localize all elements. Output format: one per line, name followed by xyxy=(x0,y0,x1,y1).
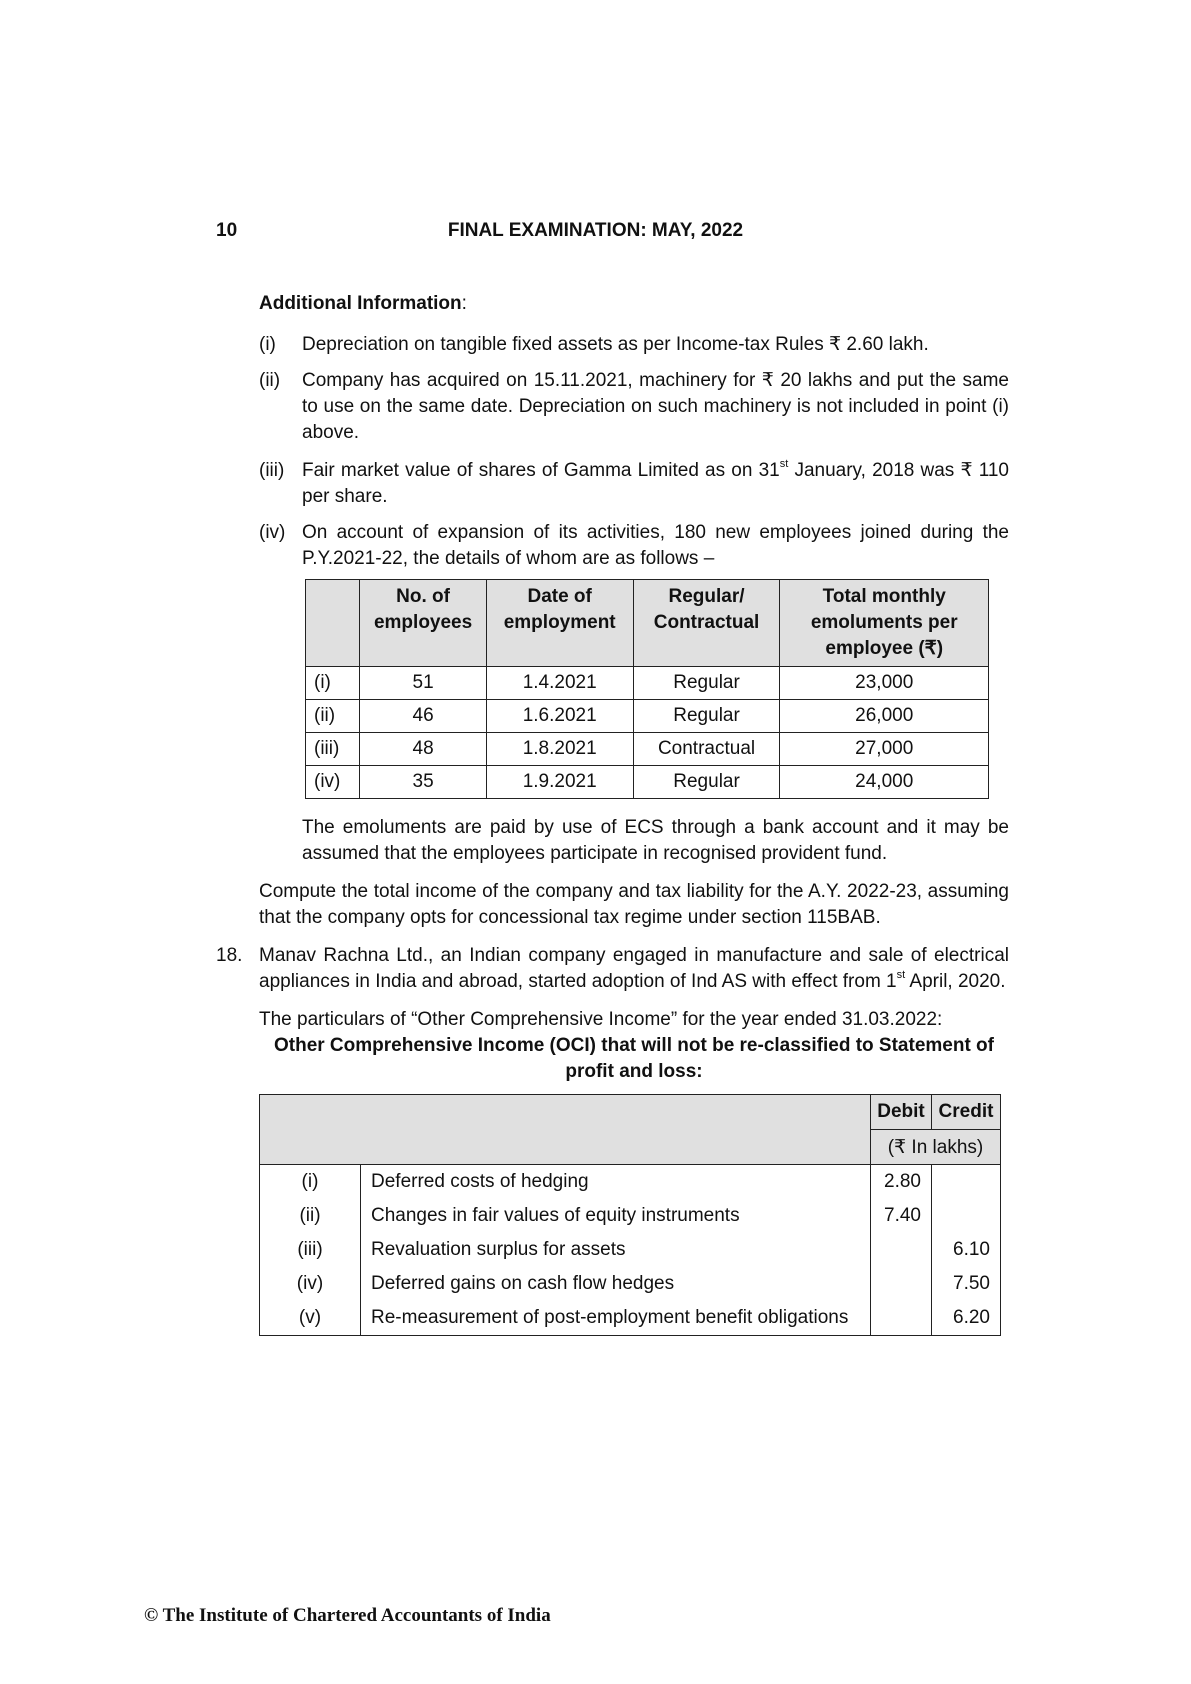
additional-info-label: Additional Information xyxy=(259,293,462,314)
row-description: Changes in fair values of equity instruments xyxy=(361,1199,871,1233)
row-description: Deferred gains on cash flow hedges xyxy=(361,1267,871,1301)
info-item-1 xyxy=(259,332,1009,358)
info-item-4 xyxy=(259,520,1009,572)
table-cell: 27,000 xyxy=(780,733,989,766)
item-marker: (ii) xyxy=(259,370,281,391)
item-text-part: January, 2018 was ₹ 110 per share. xyxy=(302,460,1009,507)
oci-table xyxy=(259,1094,1001,1336)
unit-label: (₹ In lakhs) xyxy=(871,1130,1001,1165)
table-cell: 1.8.2021 xyxy=(486,733,633,766)
debit-value xyxy=(871,1267,932,1301)
table-cell: 23,000 xyxy=(780,667,989,700)
table-cell: 48 xyxy=(360,733,486,766)
debit-header: Debit xyxy=(871,1095,932,1130)
header-cell: No. of employees xyxy=(360,580,486,667)
table-cell: (i) xyxy=(306,667,360,700)
info-item-3 xyxy=(259,458,1009,510)
table-cell: Regular xyxy=(633,700,780,733)
debit-value xyxy=(871,1233,932,1267)
table-row xyxy=(260,1267,1001,1301)
page-number: 10 xyxy=(216,220,238,241)
header-cell: Regular/ Contractual xyxy=(633,580,780,667)
table-row xyxy=(260,1165,1001,1200)
table-cell: (ii) xyxy=(306,700,360,733)
debit-value: 2.80 xyxy=(871,1165,932,1200)
row-description: Deferred costs of hedging xyxy=(361,1165,871,1200)
table-row xyxy=(260,1199,1001,1233)
particulars-text: The particulars of “Other Comprehensive Income” for the year ended 31.03.2022: xyxy=(259,1009,943,1030)
table-cell: 51 xyxy=(360,667,486,700)
row-index: (v) xyxy=(260,1301,361,1336)
table-cell: 1.4.2021 xyxy=(486,667,633,700)
table-cell: Contractual xyxy=(633,733,780,766)
table-row xyxy=(306,700,989,733)
credit-value: 6.10 xyxy=(932,1233,1001,1267)
item-text: Depreciation on tangible fixed assets as per Income-tax Rules ₹ 2.60 lakh. xyxy=(302,334,929,355)
table-row xyxy=(260,1301,1001,1336)
table-cell: Regular xyxy=(633,766,780,799)
table-row xyxy=(306,766,989,799)
row-index: (iv) xyxy=(260,1267,361,1301)
table-cell: 1.9.2021 xyxy=(486,766,633,799)
header-cell xyxy=(306,580,360,667)
table-row xyxy=(260,1233,1001,1267)
oci-header-blank xyxy=(260,1095,871,1165)
page-header-title: FINAL EXAMINATION: MAY, 2022 xyxy=(447,220,744,241)
header-cell: Total monthly emoluments per employee (₹) xyxy=(780,580,989,667)
credit-header: Credit xyxy=(932,1095,1001,1130)
question-text xyxy=(259,943,1009,995)
table-cell: 1.6.2021 xyxy=(486,700,633,733)
additional-info-heading xyxy=(259,293,467,315)
row-index: (i) xyxy=(260,1165,361,1200)
credit-value xyxy=(932,1165,1001,1200)
credit-value xyxy=(932,1199,1001,1233)
credit-value: 7.50 xyxy=(932,1267,1001,1301)
table-row xyxy=(306,667,989,700)
heading-colon: : xyxy=(461,293,467,314)
table-cell: 24,000 xyxy=(780,766,989,799)
row-description: Revaluation surplus for assets xyxy=(361,1233,871,1267)
table-header-row xyxy=(306,580,989,667)
info-item-2 xyxy=(259,368,1009,446)
header-cell: Date of employment xyxy=(486,580,633,667)
superscript: st xyxy=(779,457,789,470)
table-cell: 26,000 xyxy=(780,700,989,733)
table-row xyxy=(306,733,989,766)
row-index: (ii) xyxy=(260,1199,361,1233)
row-description: Re-measurement of post-employment benefit obligations xyxy=(361,1301,871,1336)
item-marker: (iii) xyxy=(259,460,285,481)
copyright-footer: © The Institute of Chartered Accountants of India xyxy=(144,1605,551,1626)
emoluments-note: The emoluments are paid by use of ECS through a bank account and it may be assumed that the employees participate in recognised provident fund. xyxy=(302,817,1009,864)
debit-value: 7.40 xyxy=(871,1199,932,1233)
question-text-part: Manav Rachna Ltd., an Indian company engaged in manufacture and sale of electrical appliances in India and abroad, started adoption of Ind AS with effect from 1 xyxy=(259,945,1009,992)
oci-table-title: Other Comprehensive Income (OCI) that will not be re-classified to Statement of profit and loss: xyxy=(273,1035,994,1082)
credit-value: 6.20 xyxy=(932,1301,1001,1336)
table-cell: (iii) xyxy=(306,733,360,766)
item-text-part: Fair market value of shares of Gamma Limited as on 31 xyxy=(302,460,780,481)
row-index: (iii) xyxy=(260,1233,361,1267)
question-text-part: April, 2020. xyxy=(905,971,1006,992)
employee-table xyxy=(305,579,989,799)
item-text xyxy=(302,458,1009,510)
table-cell: 35 xyxy=(360,766,486,799)
table-cell: 46 xyxy=(360,700,486,733)
item-text: On account of expansion of its activities, 180 new employees joined during the P.Y.2021-22, the details of whom are as follows – xyxy=(302,522,1009,569)
item-text: Company has acquired on 15.11.2021, machinery for ₹ 20 lakhs and put the same to use on the same date. Depreciation on such machinery is not included in point (i) above. xyxy=(302,370,1009,443)
table-cell: (iv) xyxy=(306,766,360,799)
oci-header-row xyxy=(260,1095,1001,1130)
item-marker: (iv) xyxy=(259,522,286,543)
debit-value xyxy=(871,1301,932,1336)
question-number: 18. xyxy=(216,945,243,966)
compute-note: Compute the total income of the company and tax liability for the A.Y. 2022-23, assuming that the company opts for concessional tax regime under section 115BAB. xyxy=(259,881,1009,928)
superscript: st xyxy=(896,968,906,981)
table-cell: Regular xyxy=(633,667,780,700)
item-marker: (i) xyxy=(259,334,276,355)
